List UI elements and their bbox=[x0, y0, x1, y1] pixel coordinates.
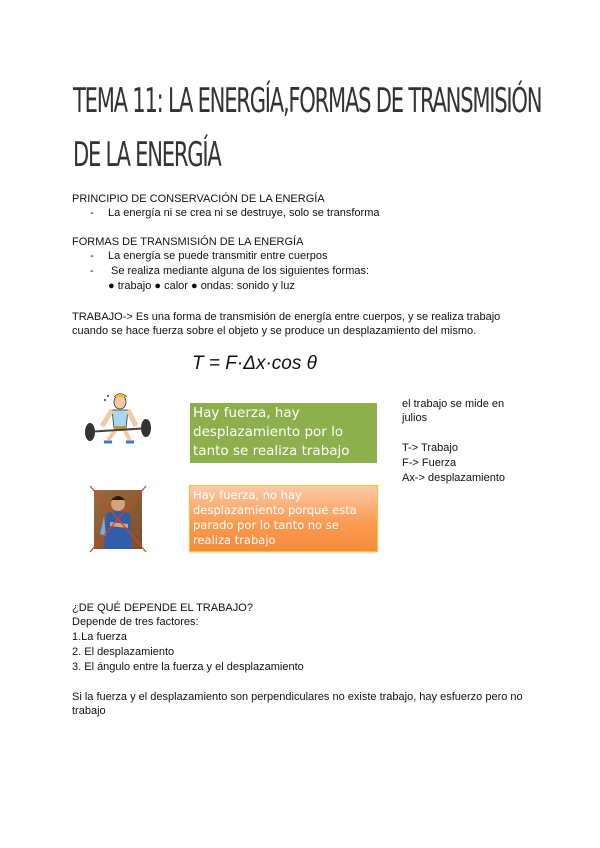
work-definition-line-1: TRABAJO-> Es una forma de transmisión de energía entre cuerpos, y se realiza trabajo bbox=[72, 311, 501, 323]
bullet-dash: - bbox=[90, 265, 94, 277]
orange-box-line: desplazamiento porque esta bbox=[193, 503, 357, 517]
green-box-line: desplazamiento por lo bbox=[193, 424, 344, 440]
title-line-1: TEMA 11: LA ENERGÍA,FORMAS DE TRANSMISIÓN bbox=[73, 81, 542, 121]
legend-item: T-> Trabajo bbox=[402, 442, 458, 454]
title-line-2: DE LA ENERGÍA bbox=[73, 135, 221, 175]
orange-box-line: realiza trabajo bbox=[193, 533, 276, 547]
bullet-dash: - bbox=[90, 207, 94, 219]
conservation-item: La energía ni se crea ni se destruye, solo se transforma bbox=[108, 207, 380, 219]
factor-item: 3. El ángulo entre la fuerza y el desplazamiento bbox=[72, 661, 304, 673]
work-formula: T = F·Δx·cos θ bbox=[192, 353, 317, 374]
bullet-dash: - bbox=[90, 250, 94, 262]
unit-note-line-1: el trabajo se mide en bbox=[402, 398, 505, 410]
legend-item: F-> Fuerza bbox=[402, 457, 457, 469]
work-done-box bbox=[190, 403, 377, 463]
transmission-item: La energía se puede transmitir entre cuerpos bbox=[108, 250, 328, 262]
transmission-heading: FORMAS DE TRANSMISIÓN DE LA ENERGÍA bbox=[72, 236, 304, 248]
depends-intro: Depende de tres factores: bbox=[72, 616, 199, 628]
green-box-line: Hay fuerza, hay bbox=[193, 405, 300, 421]
cross-out-icon bbox=[88, 484, 148, 554]
depends-heading: ¿DE QUÉ DEPENDE EL TRABAJO? bbox=[72, 602, 253, 614]
page-title bbox=[73, 74, 542, 182]
perpendicular-note-line-1: Si la fuerza y el desplazamiento son perpendiculares no existe trabajo, hay esfuerzo pero no bbox=[72, 691, 523, 703]
orange-box-line: parado por lo tanto no se bbox=[193, 518, 339, 532]
factor-item: 1.La fuerza bbox=[72, 631, 128, 643]
conservation-heading: PRINCIPIO DE CONSERVACIÓN DE LA ENERGÍA bbox=[72, 193, 325, 205]
orange-box-line: Hay fuerza, no hay bbox=[193, 488, 302, 502]
factor-item: 2. El desplazamiento bbox=[72, 646, 175, 658]
unit-note-line-2: julios bbox=[402, 412, 428, 424]
legend-item: Ax-> desplazamiento bbox=[402, 472, 506, 484]
no-work-box bbox=[189, 485, 378, 552]
green-box-line: tanto se realiza trabajo bbox=[193, 443, 350, 459]
transmission-forms: ● trabajo ● calor ● ondas: sonido y luz bbox=[108, 280, 295, 292]
transmission-item: Se realiza mediante alguna de los siguientes formas: bbox=[111, 265, 370, 277]
work-definition-line-2: cuando se hace fuerza sobre el objeto y se produce un desplazamiento del mismo. bbox=[72, 325, 477, 337]
weightlifter-image bbox=[80, 390, 156, 450]
perpendicular-note-line-2: trabajo bbox=[72, 705, 106, 717]
